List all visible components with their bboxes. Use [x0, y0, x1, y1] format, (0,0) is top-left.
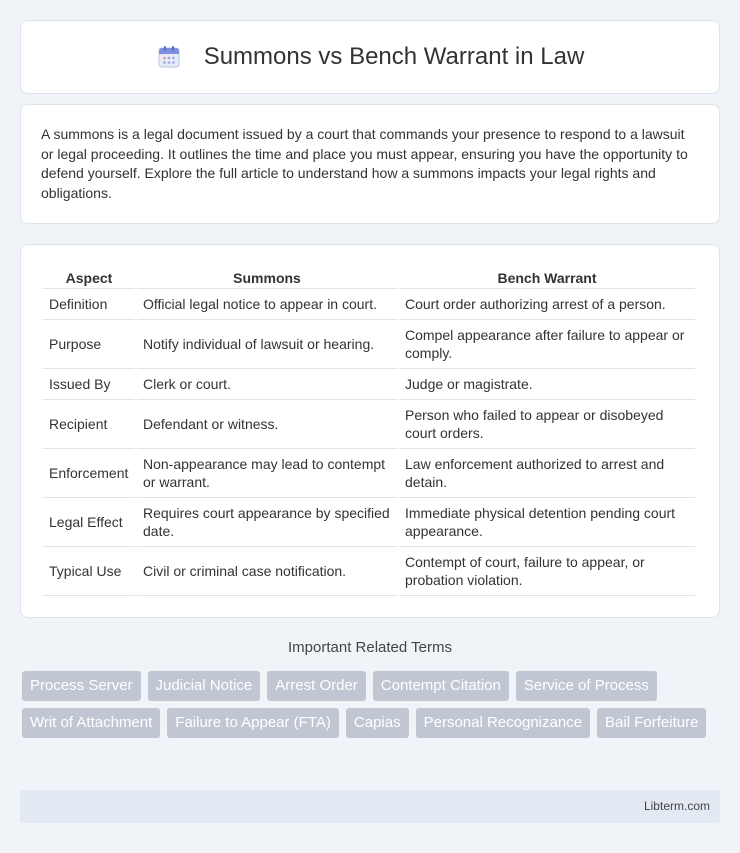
related-term-tag[interactable]: Bail Forfeiture: [597, 708, 706, 738]
cell-aspect: Issued By: [43, 369, 135, 400]
table-row: [43, 369, 695, 400]
related-term-tag[interactable]: Arrest Order: [267, 671, 366, 701]
table-row: [43, 547, 695, 596]
related-term-tag[interactable]: Writ of Attachment: [22, 708, 160, 738]
column-header-bench-warrant: Bench Warrant: [399, 267, 695, 289]
related-terms-tags: [22, 671, 722, 738]
table-row: [43, 498, 695, 547]
table-row: [43, 320, 695, 369]
related-term-tag[interactable]: Failure to Appear (FTA): [167, 708, 339, 738]
cell-bench-warrant: Law enforcement authorized to arrest and detain.: [399, 449, 695, 498]
column-header-aspect: Aspect: [43, 267, 135, 289]
table-row: [43, 449, 695, 498]
cell-aspect: Definition: [43, 289, 135, 320]
cell-aspect: Recipient: [43, 400, 135, 449]
cell-summons: Official legal notice to appear in court.: [137, 289, 397, 320]
related-term-tag[interactable]: Personal Recognizance: [416, 708, 590, 738]
cell-summons: Clerk or court.: [137, 369, 397, 400]
table-header-row: [43, 267, 695, 289]
cell-summons: Civil or criminal case notification.: [137, 547, 397, 596]
column-header-summons: Summons: [137, 267, 397, 289]
intro-text: A summons is a legal document issued by a court that commands your presence to respond to a lawsuit or legal proceeding. It outlines the time and place you must appear, ensuring you have the opportunity to defend yourself. Explore the full article to understand how a summons impacts your legal rights and obligations.: [41, 126, 688, 201]
footer-site-link[interactable]: Libterm.com: [643, 799, 710, 813]
comparison-table-card: [20, 244, 720, 618]
intro-card: [20, 104, 720, 224]
cell-bench-warrant: Immediate physical detention pending court appearance.: [399, 498, 695, 547]
cell-aspect: Legal Effect: [43, 498, 135, 547]
cell-bench-warrant: Contempt of court, failure to appear, or probation violation.: [399, 547, 695, 596]
cell-bench-warrant: Person who failed to appear or disobeyed court orders.: [399, 400, 695, 449]
cell-summons: Requires court appearance by specified date.: [137, 498, 397, 547]
related-term-tag[interactable]: Capias: [346, 708, 409, 738]
related-terms-title: Important Related Terms: [288, 639, 452, 656]
cell-bench-warrant: Judge or magistrate.: [399, 369, 695, 400]
header-card: [20, 20, 720, 94]
related-term-tag[interactable]: Judicial Notice: [148, 671, 261, 701]
cell-summons: Notify individual of lawsuit or hearing.: [137, 320, 397, 369]
cell-aspect: Typical Use: [43, 547, 135, 596]
table-row: [43, 289, 695, 320]
related-term-tag[interactable]: Process Server: [22, 671, 141, 701]
cell-aspect: Purpose: [43, 320, 135, 369]
related-term-tag[interactable]: Contempt Citation: [373, 671, 509, 701]
calendar-icon: [156, 44, 182, 70]
comparison-table: [41, 267, 697, 596]
footer: [20, 790, 720, 823]
cell-aspect: Enforcement: [43, 449, 135, 498]
table-row: [43, 400, 695, 449]
cell-summons: Defendant or witness.: [137, 400, 397, 449]
title-wrap: [156, 43, 585, 71]
cell-bench-warrant: Compel appearance after failure to appear or comply.: [399, 320, 695, 369]
cell-bench-warrant: Court order authorizing arrest of a person.: [399, 289, 695, 320]
cell-summons: Non-appearance may lead to contempt or warrant.: [137, 449, 397, 498]
page-title: Summons vs Bench Warrant in Law: [203, 43, 585, 70]
related-term-tag[interactable]: Service of Process: [516, 671, 657, 701]
